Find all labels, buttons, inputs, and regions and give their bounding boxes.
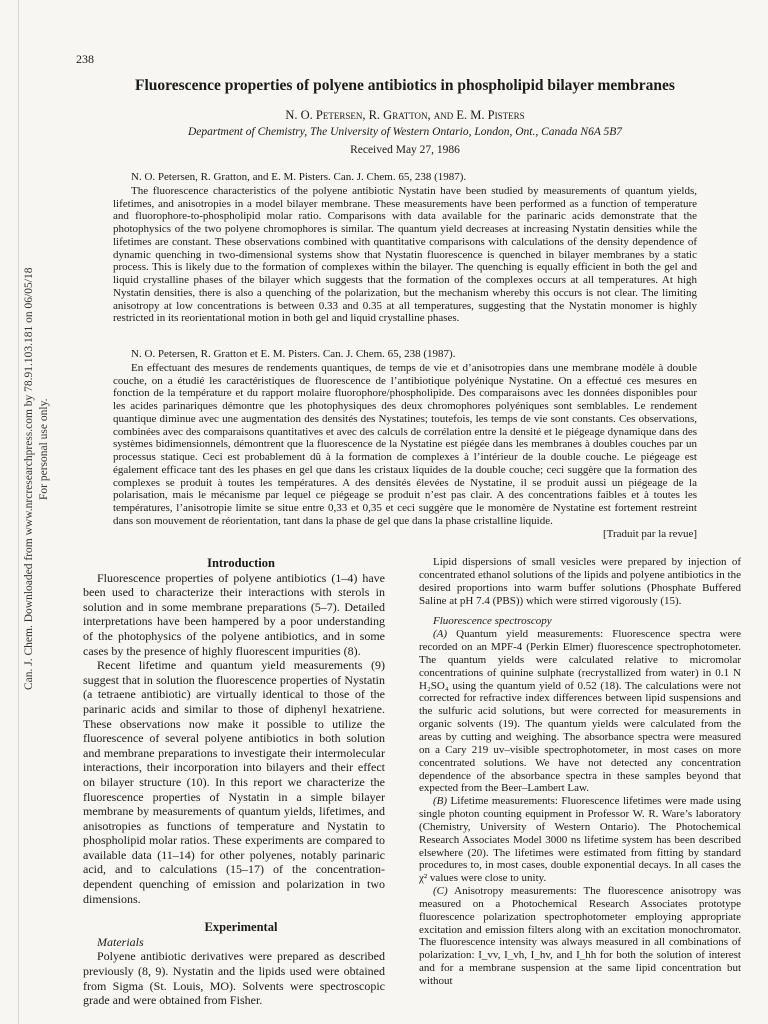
abstract-text-fr: En effectuant des mesures de rendements quantiques, de temps de vie et d’anisotropies dans une membrane modèle à double couche, on a étudié les caractéristiques de fluorescence de l’antibiotique polyénique Nystatine. On a effectué ces mesures en fonction de la température et du rapport molaire fluorophore/phospholipide. Des comparaisons avec les données disponibles pour les acides parinariques démontre que les photophysiques des deux chromophores polyéniques sont semblables. Le rendement quantique diminue avec une augmentation des densités des Nystatines; toutefois, les temps de vie sont constants. Ces observations, combinées avec des comparaisons quantitatives et avec des calculs de corrélation entre la densité et le piégeage dynamique dans des systèmes bidimensionnels, démontrent que la fluorescence de la Nystatine est piégée dans les membranes à doubles couches par un processus statique. Ceci est probablement dû à la formation de complexes à l’intérieur de la double couche. Le piégeage est également efficace tant des les phases en gel que dans les cristaux liquides de la double couche; ceci suggère que la formation des complexes se produit à toutes les températures. A des densités élevées de Nystatine, il se produit aussi un piégeage de la polarisation, mais le mécanisme par lequel ce piégeage se produit n’est pas clair. A des concentrations faibles et à toutes les températures, l’anisotropie limite se situe entre 0,33 et 0,35 et ceci suggère que le monomère de Nystatine est fortement restreint dans son mouvement de réorientation, tant dans la phase de gel que dans la phase cristalline liquide. <box>113 361 697 527</box>
section-heading-introduction: Introduction <box>207 556 275 570</box>
affiliation: Department of Chemistry, The University of Western Ontario, London, Ont., Canada N6A 5B7 <box>187 126 623 138</box>
paragraph-text: Lifetime measurements: Fluorescence lifetimes were made using single photon counting equipment in Professor W. R. Ware’s laboratory (Chemistry, University of Western Ontario). The Photochemical Research Associates Model 3000 ns lifetime system has been described elsewhere (20). The lifetimes were estimated from fitting by standard procedures to, in most cases, double exponential decays. In all cases the χ² values were close to unity. <box>419 795 741 885</box>
watermark-line-1: Can. J. Chem. Downloaded from www.nrcresearchpress.com by 78.91.103.181 on 06/05/18 <box>23 267 35 690</box>
paragraph: Recent lifetime and quantum yield measurements (9) suggest that in solution the fluorescence properties of Nystatin (a tetraene antibiotic) are virtually identical to those of the parinaric acids and similar to those of diphenyl hexatriene. These observations now make it possible to utilize the fluorescence of several polyene antibiotics in both solution and membrane preparations to investigate their intermolecular interactions, their incorporation into bilayers and their effect on bilayer structure (10). In this report we characterize the fluorescence properties of Nystatin in a simple bilayer membrane by measurements of quantum yields, lifetimes, and anisotropies as functions of temperature and Nystatin to phospholipid molar ratios. These experiments are compared to available data (11–14) for other polyenes, notably parinaric acid, and to calculations (15–17) of the concentration-dependent quenching of emission and polarization in two dimensions. <box>83 658 385 906</box>
watermark-line-2: For personal use only. <box>38 398 50 500</box>
paragraph-quantum-yield <box>419 628 741 795</box>
download-watermark <box>0 0 50 1024</box>
received-date: Received May 27, 1986 <box>350 144 460 156</box>
item-label: (A) <box>433 628 448 641</box>
paragraph-text: Anisotropy measurements: The fluorescence anisotropy was measured on a Photochemical Research Associates prototype fluorescence polarization spectrophotometer employing appropriate excitation and emission filters along with an excitation monochromator. The fluorescence intensity was always measured in all combinations of polarization: I_vv, I_vh, I_hv, and I_hh for both the solution of interest and for a membrane suspension at the same lipid concentration but without <box>419 885 741 987</box>
author-list: N. O. Petersen, R. Gratton, and E. M. Pisters <box>285 108 525 122</box>
paragraph: Polyene antibiotic derivatives were prepared as described previously (8, 9). Nystatin and the lipids used were obtained from Sigma (St. Louis, MO). Solvents were spectroscopic grade and were obtained from Fisher. <box>83 949 385 1008</box>
abstract-citation: N. O. Petersen, R. Gratton, and E. M. Pisters. Can. J. Chem. 65, 238 (1987). <box>131 171 467 183</box>
right-column <box>419 556 741 988</box>
subsection-heading-materials: Materials <box>97 934 144 949</box>
abstract-french <box>113 348 697 540</box>
item-label: (B) <box>433 795 448 808</box>
paragraph-lifetime <box>419 795 741 885</box>
paragraph-text: Quantum yield measurements: Fluorescence spectra were recorded on an MPF-4 (Perkin Elmer) fluorescence spectrophotometer. The quantum yields were calculated relative to micromolar concentrations of quinine sulphate (recrystallized from water) in 0.1 N H₂SO₄ using the quantum yield of 0.52 (18). The calculations were not corrected for refractive index differences between lipid suspensions and the sulfuric acid solutions, but were corrected for measurements in organic solvents (19). The quantum yields were calculated from the areas by cutting and weighing. The absorbance spectra were measured on a Cary 219 uv–visible spectrophotometer, in most cases on more concentrated solutions. We have not detected any concentration dependence of the absorbance spectra in these samples beyond that expected from the Beer–Lambert Law. <box>419 628 741 795</box>
paragraph-anisotropy <box>419 885 741 988</box>
left-column <box>83 556 385 1008</box>
item-label: (C) <box>433 885 448 898</box>
section-heading-experimental: Experimental <box>204 920 278 935</box>
abstract-english <box>113 171 697 325</box>
translator-note: [Traduit par la revue] <box>603 527 697 540</box>
article-title: Fluorescence properties of polyene antibiotics in phospholipid bilayer membranes <box>135 77 675 94</box>
paragraph: Lipid dispersions of small vesicles were prepared by injection of concentrated ethanol solutions of the lipids and polyene antibiotics in the desired proportions into warm buffer solutions (Phosphate Buffered Saline at pH 7.4 (PBS)) which were stirred vigorously (15). <box>419 556 741 607</box>
abstract-text: The fluorescence characteristics of the polyene antibiotic Nystatin have been studied by measurements of quantum yields, lifetimes, and anisotropies in a model bilayer membrane. These measurements have been performed as a function of temperature and fluorophore-to-phospholipid molar ratio. Comparisons with data available for the parinaric acids demonstrate that the photophysics of the two polyene chromophores is similar. The quantum yield decreases at increasing Nystatin densities while the lifetimes are constant. These observations combined with quantitative comparisons with calculations of the density dependence of dynamic quenching in two-dimensional systems show that Nystatin fluorescence is quenched in bilayer membranes by a static process. This is likely due to the formation of complexes within the bilayer. The quenching is equally efficient in both the gel and liquid crystalline phases of the bilayer which suggests that the formation of the complexes occurs at all temperatures. At high Nystatin densities, there is also a quenching of the polarization, but the mechanism whereby this occurs is not clear. The limiting anisotropy at low concentrations is between 0.33 and 0.35 at all temperatures, suggesting that the Nystatin monomer is highly restricted in its reorientational motion in both gel and liquid crystalline phases. <box>113 184 697 325</box>
subsection-heading-fluorescence: Fluorescence spectroscopy <box>433 615 552 628</box>
page-number: 238 <box>76 52 94 66</box>
abstract-citation-fr: N. O. Petersen, R. Gratton et E. M. Pisters. Can. J. Chem. 65, 238 (1987). <box>131 348 456 360</box>
paragraph: Fluorescence properties of polyene antibiotics (1–4) have been used to characterize their interactions with sterols in solution and in some membrane preparations (5–7). Detailed interpretations have been hampered by a poor understanding of the photophysics of the polyene antibiotics, and in some cases by the presence of highly fluorescent impurities (8). <box>83 570 385 658</box>
